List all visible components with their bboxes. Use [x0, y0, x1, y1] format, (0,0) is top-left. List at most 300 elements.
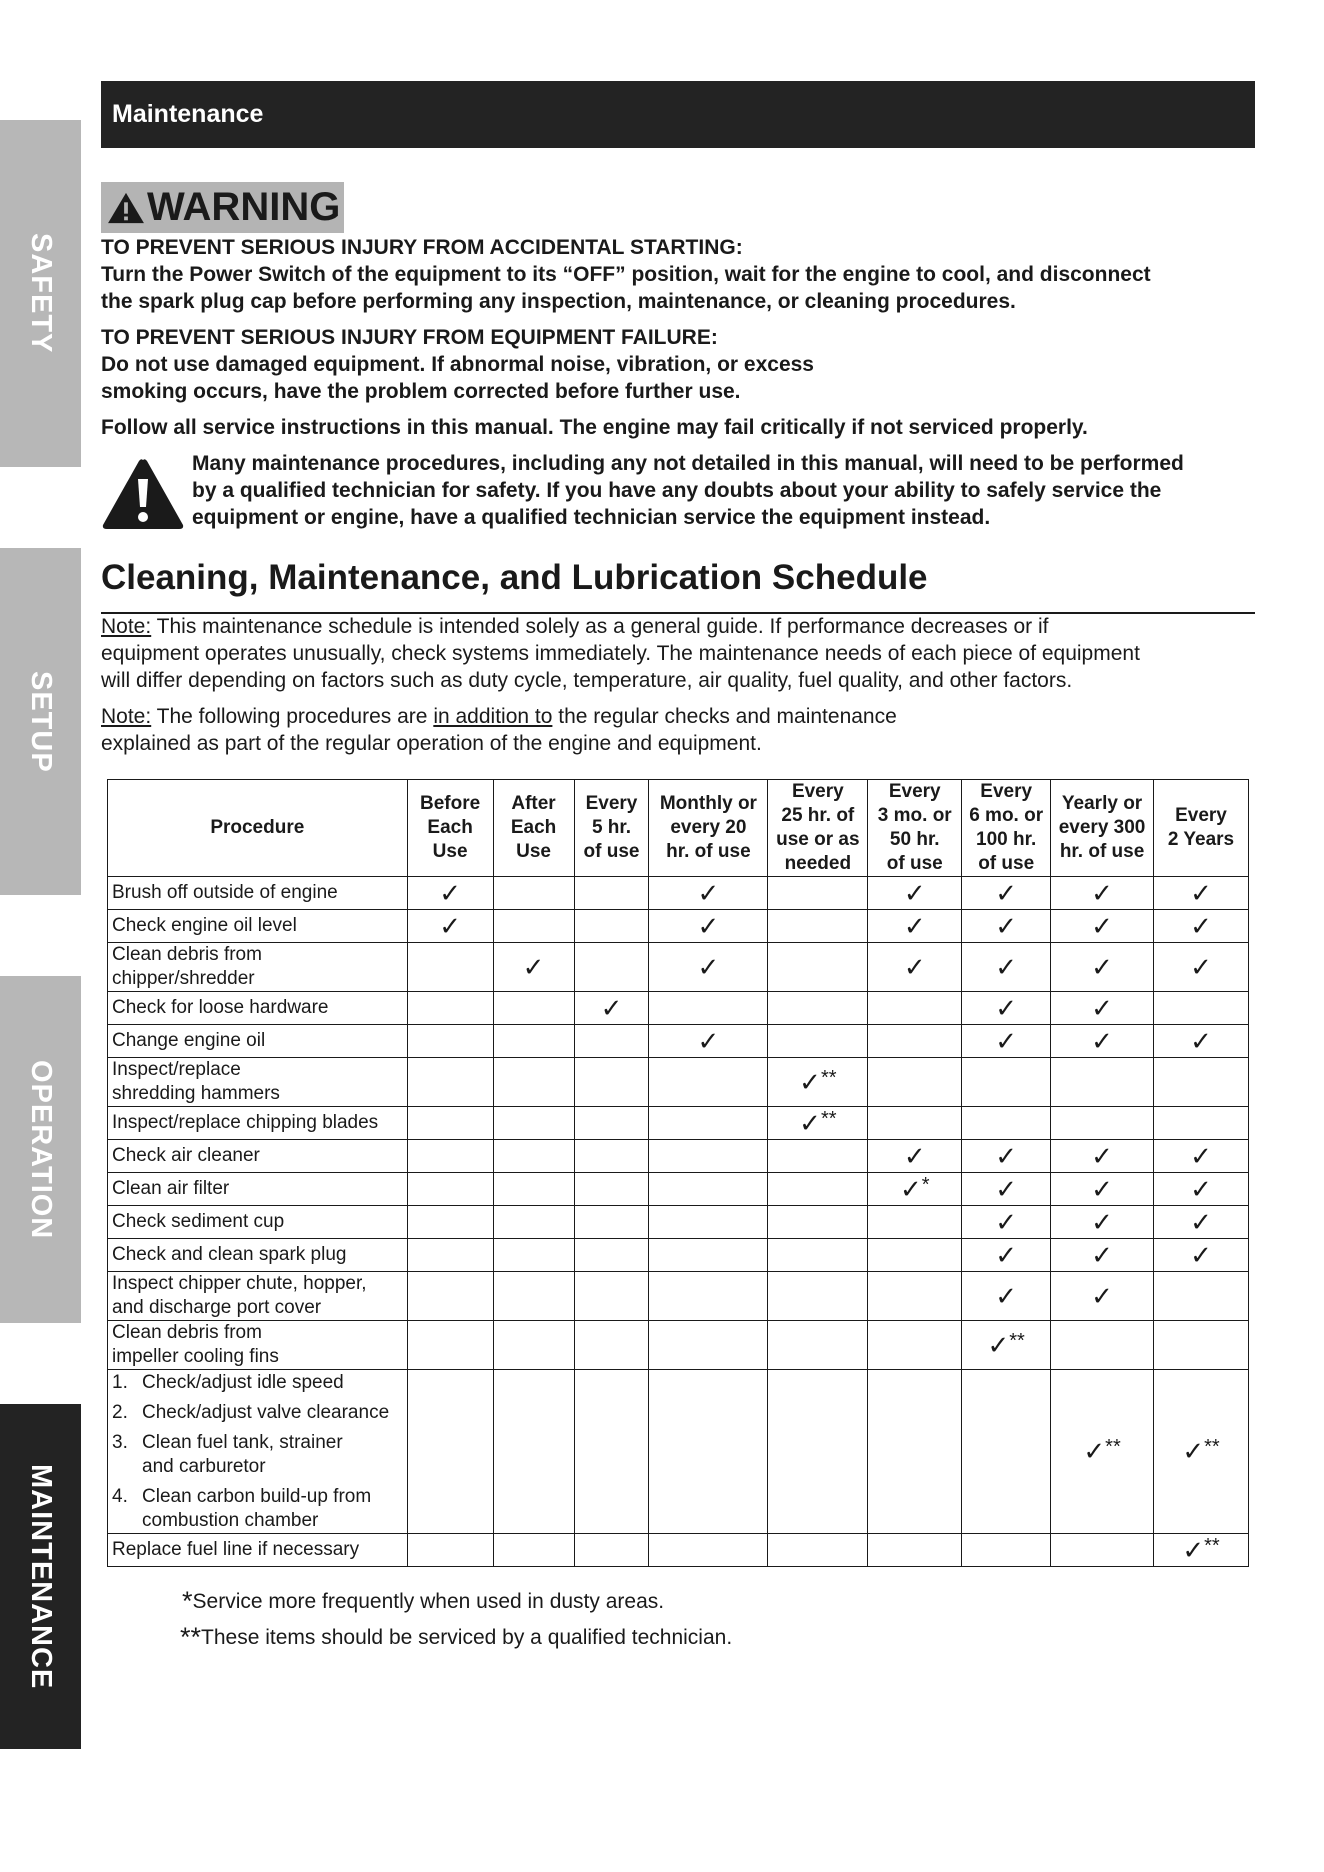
asterisk-mark: **: [820, 1107, 837, 1130]
schedule-cell: [768, 1321, 868, 1370]
procedure-cell: [108, 1058, 408, 1107]
step-text-line: and carburetor: [142, 1455, 266, 1477]
procedure-text: shredding hammers: [112, 1083, 280, 1104]
procedure-text: Check and clean spark plug: [112, 1244, 347, 1265]
schedule-cell: [574, 1370, 649, 1534]
caution-triangle-icon: [101, 457, 185, 531]
schedule-cell: [962, 1058, 1051, 1107]
check-mark-icon: ✓: [995, 1239, 1018, 1270]
schedule-cell: [1154, 1140, 1249, 1173]
schedule-cell: [1154, 992, 1249, 1025]
schedule-cell: [649, 1107, 768, 1140]
table-row: [108, 910, 1249, 943]
step-text: [142, 1371, 344, 1395]
column-header-text: Every: [980, 781, 1033, 802]
warning-text-line: Many maintenance procedures, including any not detailed in this manual, will need to be performed: [192, 452, 1184, 475]
table-row: [108, 1107, 1249, 1140]
procedure-cell: [108, 1239, 408, 1272]
column-header-text: 50 hr.: [889, 829, 940, 850]
schedule-cell: [649, 1206, 768, 1239]
sidebar-tab-label: OPERATION: [25, 1059, 57, 1240]
schedule-cell: [649, 1025, 768, 1058]
schedule-cell: [868, 877, 962, 910]
asterisk-mark: **: [1204, 1436, 1220, 1458]
schedule-cell: [493, 877, 574, 910]
procedure-text: Check sediment cup: [112, 1211, 285, 1232]
check-mark-icon: ✓: [1190, 877, 1212, 908]
column-header-interval: [868, 780, 962, 877]
sidebar-tab-label: MAINTENANCE: [25, 1463, 57, 1690]
schedule-cell: [1154, 1321, 1249, 1370]
warning-paragraph-2: [101, 324, 1261, 405]
step-text-line: Check/adjust idle speed: [142, 1371, 344, 1393]
sidebar-tab-setup[interactable]: [0, 548, 81, 895]
column-header-interval: [574, 780, 649, 877]
schedule-cell: [574, 1173, 649, 1206]
procedure-cell: [108, 1173, 408, 1206]
column-header-text: 25 hr. of: [781, 805, 855, 826]
check-mark-icon: ✓: [995, 1140, 1018, 1171]
check-mark-icon: ✓: [799, 1066, 821, 1097]
step-text: [142, 1401, 389, 1425]
schedule-cell: [962, 1025, 1051, 1058]
schedule-cell: [407, 1206, 493, 1239]
column-header-procedure: [108, 780, 408, 877]
note-1: [101, 613, 1261, 694]
step-text-line: combustion chamber: [142, 1509, 319, 1531]
schedule-cell: [1051, 877, 1154, 910]
schedule-cell: [1154, 877, 1249, 910]
note-text: explained as part of the regular operation of the engine and equipment.: [101, 732, 762, 755]
check-mark-icon: ✓: [439, 877, 461, 908]
schedule-cell: [962, 943, 1051, 992]
table-row: [108, 1140, 1249, 1173]
check-mark-icon: ✓: [995, 1280, 1018, 1311]
schedule-cell: [407, 1058, 493, 1107]
note-underlined-text: in addition to: [433, 705, 553, 728]
procedure-step-list: [112, 1371, 403, 1533]
table-body: [108, 877, 1249, 1567]
procedure-cell: [108, 1206, 408, 1239]
procedure-step: [112, 1371, 403, 1395]
schedule-cell: [768, 1534, 868, 1567]
check-mark-icon: ✓: [600, 992, 623, 1023]
procedure-cell: [108, 1534, 408, 1567]
schedule-cell: [649, 992, 768, 1025]
schedule-cell: [574, 1321, 649, 1370]
check-mark-icon: ✓: [903, 951, 926, 982]
schedule-cell: [574, 1140, 649, 1173]
procedure-text: Brush off outside of engine: [112, 882, 338, 903]
check-mark-icon: ✓: [697, 1025, 720, 1056]
column-header-text: of use: [886, 853, 943, 874]
schedule-cell: [407, 877, 493, 910]
procedure-cell: [108, 1321, 408, 1370]
schedule-cell: [649, 1534, 768, 1567]
step-number: 3.: [112, 1431, 128, 1453]
schedule-cell: [1051, 1107, 1154, 1140]
step-text: [142, 1485, 371, 1533]
schedule-cell: [768, 1058, 868, 1107]
table-row: [108, 1206, 1249, 1239]
schedule-cell: [407, 992, 493, 1025]
column-header-text: of use: [583, 841, 640, 862]
check-mark-icon: ✓: [1190, 1025, 1212, 1056]
schedule-cell: [493, 1206, 574, 1239]
asterisk-mark: **: [1009, 1329, 1025, 1352]
column-header-text: hr. of use: [666, 841, 751, 862]
table-row: [108, 943, 1249, 992]
check-mark-icon: ✓: [1190, 1239, 1212, 1270]
schedule-cell: [574, 1206, 649, 1239]
procedure-text: Replace fuel line if necessary: [112, 1539, 360, 1560]
schedule-cell: [407, 1173, 493, 1206]
schedule-cell: [868, 1058, 962, 1107]
schedule-cell: [1154, 1534, 1249, 1567]
schedule-cell: [868, 1534, 962, 1567]
note-text: will differ depending on factors such as duty cycle, temperature, air quality, fuel quality, and other factors.: [101, 669, 1073, 692]
warning-text-line: equipment or engine, have a qualified technician service the equipment instead.: [192, 506, 991, 529]
schedule-cell: [962, 1239, 1051, 1272]
schedule-cell: [1051, 1534, 1154, 1567]
column-header-interval: [1051, 780, 1154, 877]
schedule-cell: [768, 1239, 868, 1272]
schedule-cell: [574, 1025, 649, 1058]
warning-title-1: TO PREVENT SERIOUS INJURY FROM ACCIDENTAL STARTING:: [101, 236, 743, 259]
warning-paragraph-1: [101, 234, 1261, 315]
check-mark-icon: ✓: [903, 1140, 926, 1171]
schedule-cell: [1051, 910, 1154, 943]
schedule-cell: [493, 910, 574, 943]
asterisk-mark: **: [820, 1066, 837, 1089]
schedule-cell: [574, 877, 649, 910]
schedule-cell: [493, 1058, 574, 1107]
schedule-cell: [768, 992, 868, 1025]
procedure-cell: [108, 992, 408, 1025]
procedure-text: Inspect/replace chipping blades: [112, 1112, 379, 1133]
note-text: The following procedures are: [151, 705, 434, 728]
schedule-cell: [649, 877, 768, 910]
schedule-cell: [574, 910, 649, 943]
table-row: [108, 1058, 1249, 1107]
schedule-cell: [868, 1239, 962, 1272]
asterisk-mark: **: [1105, 1436, 1121, 1458]
schedule-cell: [962, 1272, 1051, 1321]
warning-title-2: TO PREVENT SERIOUS INJURY FROM EQUIPMENT FAILURE:: [101, 326, 718, 349]
procedure-text: Check engine oil level: [112, 915, 297, 936]
schedule-cell: [962, 1370, 1051, 1534]
schedule-cell: [407, 1239, 493, 1272]
schedule-cell: [768, 943, 868, 992]
schedule-cell: [1051, 1206, 1154, 1239]
note-label: Note:: [101, 615, 152, 638]
procedure-text: Inspect chipper chute, hopper,: [112, 1273, 367, 1294]
schedule-cell: [407, 1107, 493, 1140]
sidebar-tab-safety[interactable]: [0, 120, 81, 467]
schedule-cell: [1154, 1025, 1249, 1058]
step-text: [142, 1431, 343, 1479]
table-header-row: [108, 780, 1249, 877]
schedule-cell: [768, 877, 868, 910]
check-mark-icon: ✓: [1091, 1239, 1113, 1270]
schedule-cell: [493, 1107, 574, 1140]
check-mark-icon: ✓: [1190, 910, 1212, 941]
column-header-text: of use: [978, 853, 1035, 874]
procedure-step: [112, 1431, 403, 1479]
schedule-cell: [962, 1140, 1051, 1173]
check-mark-icon: ✓: [899, 1173, 922, 1204]
check-mark-icon: ✓: [1182, 1534, 1205, 1565]
check-mark-icon: ✓: [1091, 877, 1113, 908]
column-header-interval: [649, 780, 768, 877]
footnote-2: [180, 1622, 732, 1653]
schedule-cell: [962, 1206, 1051, 1239]
schedule-cell: [493, 1173, 574, 1206]
column-header-text: Yearly or: [1061, 793, 1143, 814]
column-header-text: 3 mo. or: [877, 805, 952, 826]
note-text: equipment operates unusually, check systems immediately. The maintenance needs of each piece of equipment: [101, 642, 1140, 665]
schedule-cell: [407, 1272, 493, 1321]
column-header-text: 100 hr.: [976, 829, 1037, 850]
schedule-cell: [1051, 1025, 1154, 1058]
schedule-cell: [649, 1272, 768, 1321]
schedule-cell: [868, 1272, 962, 1321]
column-header-text: Use: [432, 841, 468, 862]
column-header-text: Every: [791, 781, 844, 802]
check-mark-icon: ✓: [903, 910, 926, 941]
schedule-cell: [1051, 1239, 1154, 1272]
procedure-text: Clean debris from: [112, 1322, 262, 1343]
check-mark-icon: ✓: [1091, 1206, 1113, 1237]
schedule-cell: [1154, 910, 1249, 943]
note-label: Note:: [101, 705, 152, 728]
check-mark-icon: ✓: [1091, 910, 1113, 941]
schedule-cell: [1051, 992, 1154, 1025]
schedule-cell: [768, 1107, 868, 1140]
check-mark-icon: ✓: [439, 910, 461, 941]
schedule-cell: [768, 1272, 868, 1321]
check-mark-icon: ✓: [1190, 1140, 1212, 1171]
schedule-cell: [493, 1272, 574, 1321]
schedule-cell: [1154, 943, 1249, 992]
sidebar-tab-operation[interactable]: [0, 976, 81, 1323]
footnote-mark: **: [180, 1622, 202, 1652]
note-text: This maintenance schedule is intended solely as a general guide. If performance decreases or if: [151, 615, 1049, 638]
column-header-text: every 20: [670, 817, 747, 838]
schedule-cell: [574, 992, 649, 1025]
warning-paragraph-4: [192, 450, 1262, 531]
column-header-text: Every: [1175, 805, 1227, 826]
table-row: [108, 1025, 1249, 1058]
schedule-cell: [493, 943, 574, 992]
schedule-cell: [1154, 1058, 1249, 1107]
sidebar-tab-label: SETUP: [25, 670, 57, 773]
warning-label: WARNING: [147, 185, 341, 229]
check-mark-icon: ✓: [522, 951, 545, 982]
check-mark-icon: ✓: [1091, 992, 1113, 1023]
note-text: the regular checks and maintenance: [552, 705, 897, 728]
schedule-cell: [574, 1534, 649, 1567]
column-header-interval: [407, 780, 493, 877]
check-mark-icon: ✓: [1182, 1436, 1205, 1466]
schedule-cell: [962, 1534, 1051, 1567]
schedule-cell: [868, 910, 962, 943]
schedule-cell: [768, 1140, 868, 1173]
warning-paragraph-3: Follow all service instructions in this manual. The engine may fail critically if not serviced properly.: [101, 416, 1088, 439]
warning-badge: [101, 182, 344, 233]
warning-text-line: Do not use damaged equipment. If abnormal noise, vibration, or excess: [101, 353, 814, 376]
schedule-cell: [574, 1272, 649, 1321]
schedule-cell: [493, 1370, 574, 1534]
asterisk-mark: **: [1204, 1534, 1220, 1557]
warning-text-line: smoking occurs, have the problem corrected before further use.: [101, 380, 741, 403]
schedule-cell: [868, 1140, 962, 1173]
check-mark-icon: ✓: [1091, 1280, 1113, 1311]
table-row: [108, 992, 1249, 1025]
schedule-cell: [1051, 943, 1154, 992]
schedule-cell: [962, 1107, 1051, 1140]
schedule-cell: [962, 877, 1051, 910]
column-header-text: After: [511, 793, 556, 814]
schedule-cell: [868, 1206, 962, 1239]
header-title: Maintenance: [112, 100, 264, 128]
schedule-cell: [768, 1173, 868, 1206]
table-row: [108, 1321, 1249, 1370]
schedule-cell: [768, 1206, 868, 1239]
procedure-cell: [108, 910, 408, 943]
procedure-cell: [108, 1272, 408, 1321]
procedure-text: Check for loose hardware: [112, 997, 329, 1018]
check-mark-icon: ✓: [1190, 951, 1212, 982]
check-mark-icon: ✓: [697, 910, 720, 941]
column-header-interval: [962, 780, 1051, 877]
check-mark-icon: ✓: [995, 992, 1018, 1023]
step-text-line: Clean fuel tank, strainer: [142, 1431, 343, 1453]
procedure-cell: [108, 943, 408, 992]
schedule-cell: [1051, 1272, 1154, 1321]
schedule-cell: [962, 1173, 1051, 1206]
check-mark-icon: ✓: [1190, 1206, 1212, 1237]
schedule-cell: [1154, 1173, 1249, 1206]
schedule-cell: [868, 992, 962, 1025]
column-header-text: Every: [585, 793, 638, 814]
procedure-cell: [108, 877, 408, 910]
schedule-cell: [868, 1173, 962, 1206]
schedule-cell: [493, 1140, 574, 1173]
schedule-cell: [1051, 1058, 1154, 1107]
schedule-cell: [649, 1321, 768, 1370]
check-mark-icon: ✓: [1190, 1173, 1212, 1204]
schedule-cell: [768, 1370, 868, 1534]
procedure-text: Check air cleaner: [112, 1145, 260, 1166]
warning-text-line: Turn the Power Switch of the equipment to its “OFF” position, wait for the engine to cool, and disconnect: [101, 263, 1151, 286]
check-mark-icon: ✓: [697, 877, 720, 908]
check-mark-icon: ✓: [995, 1025, 1018, 1056]
step-text-line: Clean carbon build-up from: [142, 1485, 372, 1507]
schedule-cell: [493, 1025, 574, 1058]
check-mark-icon: ✓: [697, 951, 720, 982]
schedule-cell: [407, 1534, 493, 1567]
schedule-cell: [649, 1239, 768, 1272]
schedule-cell: [1154, 1239, 1249, 1272]
procedure-step: [112, 1401, 403, 1425]
schedule-cell: [574, 1239, 649, 1272]
schedule-cell: [768, 910, 868, 943]
schedule-cell: [1051, 1140, 1154, 1173]
check-mark-icon: ✓: [987, 1329, 1010, 1360]
schedule-cell: [493, 1321, 574, 1370]
column-header-text: Before: [420, 793, 481, 814]
check-mark-icon: ✓: [1091, 1173, 1113, 1204]
column-header-text: Each: [510, 817, 557, 838]
sidebar-tab-maintenance[interactable]: [0, 1404, 81, 1749]
schedule-cell: [768, 1025, 868, 1058]
procedure-text: Inspect/replace: [112, 1059, 241, 1080]
check-mark-icon: ✓: [1091, 1025, 1113, 1056]
procedure-text: Clean debris from: [112, 944, 262, 965]
column-header-text: Every: [888, 781, 941, 802]
column-header-text: every 300: [1058, 817, 1146, 838]
schedule-cell: [407, 1370, 493, 1534]
schedule-cell: [407, 1025, 493, 1058]
column-header-interval: [768, 780, 868, 877]
column-header-text: hr. of use: [1059, 841, 1145, 862]
schedule-cell: [1051, 1173, 1154, 1206]
schedule-cell: [407, 943, 493, 992]
check-mark-icon: ✓: [1091, 951, 1113, 982]
check-mark-icon: ✓: [1091, 1140, 1113, 1171]
procedure-step: [112, 1485, 403, 1533]
schedule-cell: [649, 1140, 768, 1173]
check-mark-icon: ✓: [995, 910, 1018, 941]
procedure-text: Change engine oil: [112, 1030, 266, 1051]
column-header-interval: [1154, 780, 1249, 877]
schedule-cell: [493, 1534, 574, 1567]
schedule-cell: [493, 1239, 574, 1272]
schedule-cell: [1051, 1370, 1154, 1534]
schedule-cell: [1051, 1321, 1154, 1370]
schedule-cell: [1154, 1272, 1249, 1321]
table-row: [108, 1239, 1249, 1272]
check-mark-icon: ✓: [1083, 1436, 1106, 1466]
schedule-cell: [407, 1321, 493, 1370]
schedule-cell: [649, 910, 768, 943]
procedure-text: Clean air filter: [112, 1178, 230, 1199]
schedule-cell: [574, 943, 649, 992]
schedule-cell: [1154, 1107, 1249, 1140]
schedule-cell: [962, 910, 1051, 943]
column-header-text: 5 hr.: [591, 817, 632, 838]
schedule-cell: [649, 943, 768, 992]
table-row: [108, 1370, 1249, 1534]
column-header-text: Use: [516, 841, 551, 862]
table-row: [108, 877, 1249, 910]
schedule-cell: [868, 943, 962, 992]
table-row: [108, 1534, 1249, 1567]
footnote-text: Service more frequently when used in dusty areas.: [192, 1590, 665, 1613]
schedule-cell: [1154, 1206, 1249, 1239]
check-mark-icon: ✓: [995, 951, 1018, 982]
procedure-text: impeller cooling fins: [112, 1346, 279, 1367]
column-header-text: 6 mo. or: [969, 805, 1044, 826]
schedule-cell: [574, 1058, 649, 1107]
procedure-cell: [108, 1107, 408, 1140]
schedule-cell: [649, 1173, 768, 1206]
schedule-cell: [649, 1058, 768, 1107]
footnote-1: [182, 1586, 664, 1617]
footnote-text: These items should be serviced by a qualified technician.: [201, 1626, 733, 1649]
schedule-cell: [868, 1370, 962, 1534]
